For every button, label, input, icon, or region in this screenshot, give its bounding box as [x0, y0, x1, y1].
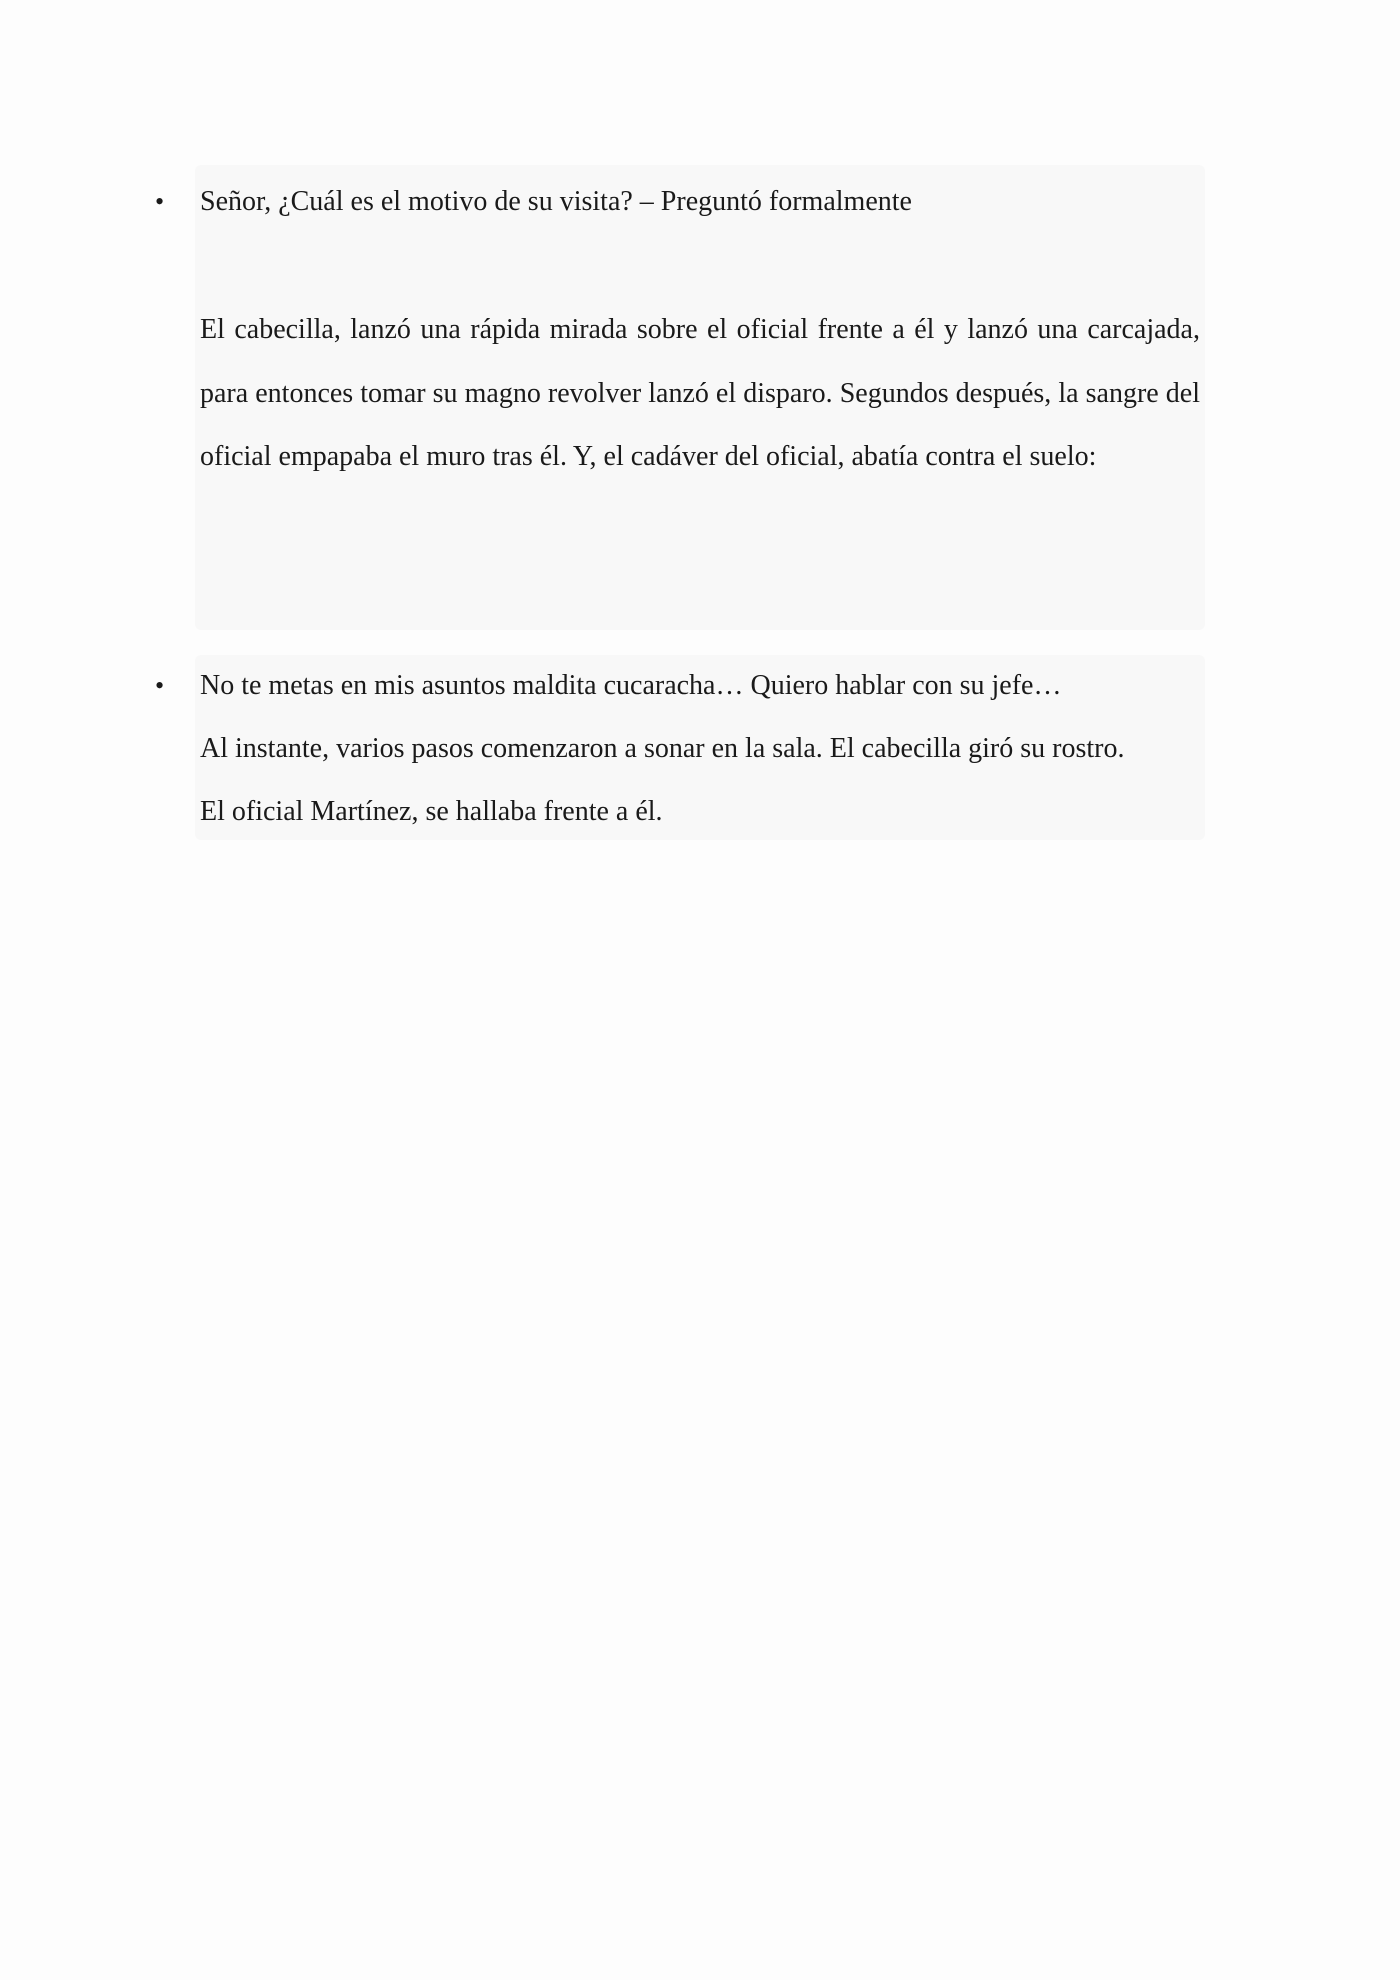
narrative-paragraph-1: El cabecilla, lanzó una rápida mirada sobre el oficial frente a él y lanzó una carcajada, para entonces tomar su magno revolver lanzó el disparo. Segundos después, la sangre del oficial empapaba el muro tras él. Y, el cadáver del oficial, abatía contra el suelo:	[200, 314, 1200, 472]
bullet-2: •	[155, 671, 165, 700]
narrative-line-2a: Al instante, varios pasos comenzaron a sonar en la sala. El cabecilla giró su rostro.	[200, 733, 1125, 764]
narrative-line-2b: El oficial Martínez, se hallaba frente a él.	[200, 796, 663, 827]
bullet-1: •	[155, 187, 165, 216]
dialogue-line-1: Señor, ¿Cuál es el motivo de su visita? – Preguntó formalmente	[200, 186, 912, 217]
dialogue-line-2: No te metas en mis asuntos maldita cucaracha… Quiero hablar con su jefe…	[200, 670, 1062, 701]
